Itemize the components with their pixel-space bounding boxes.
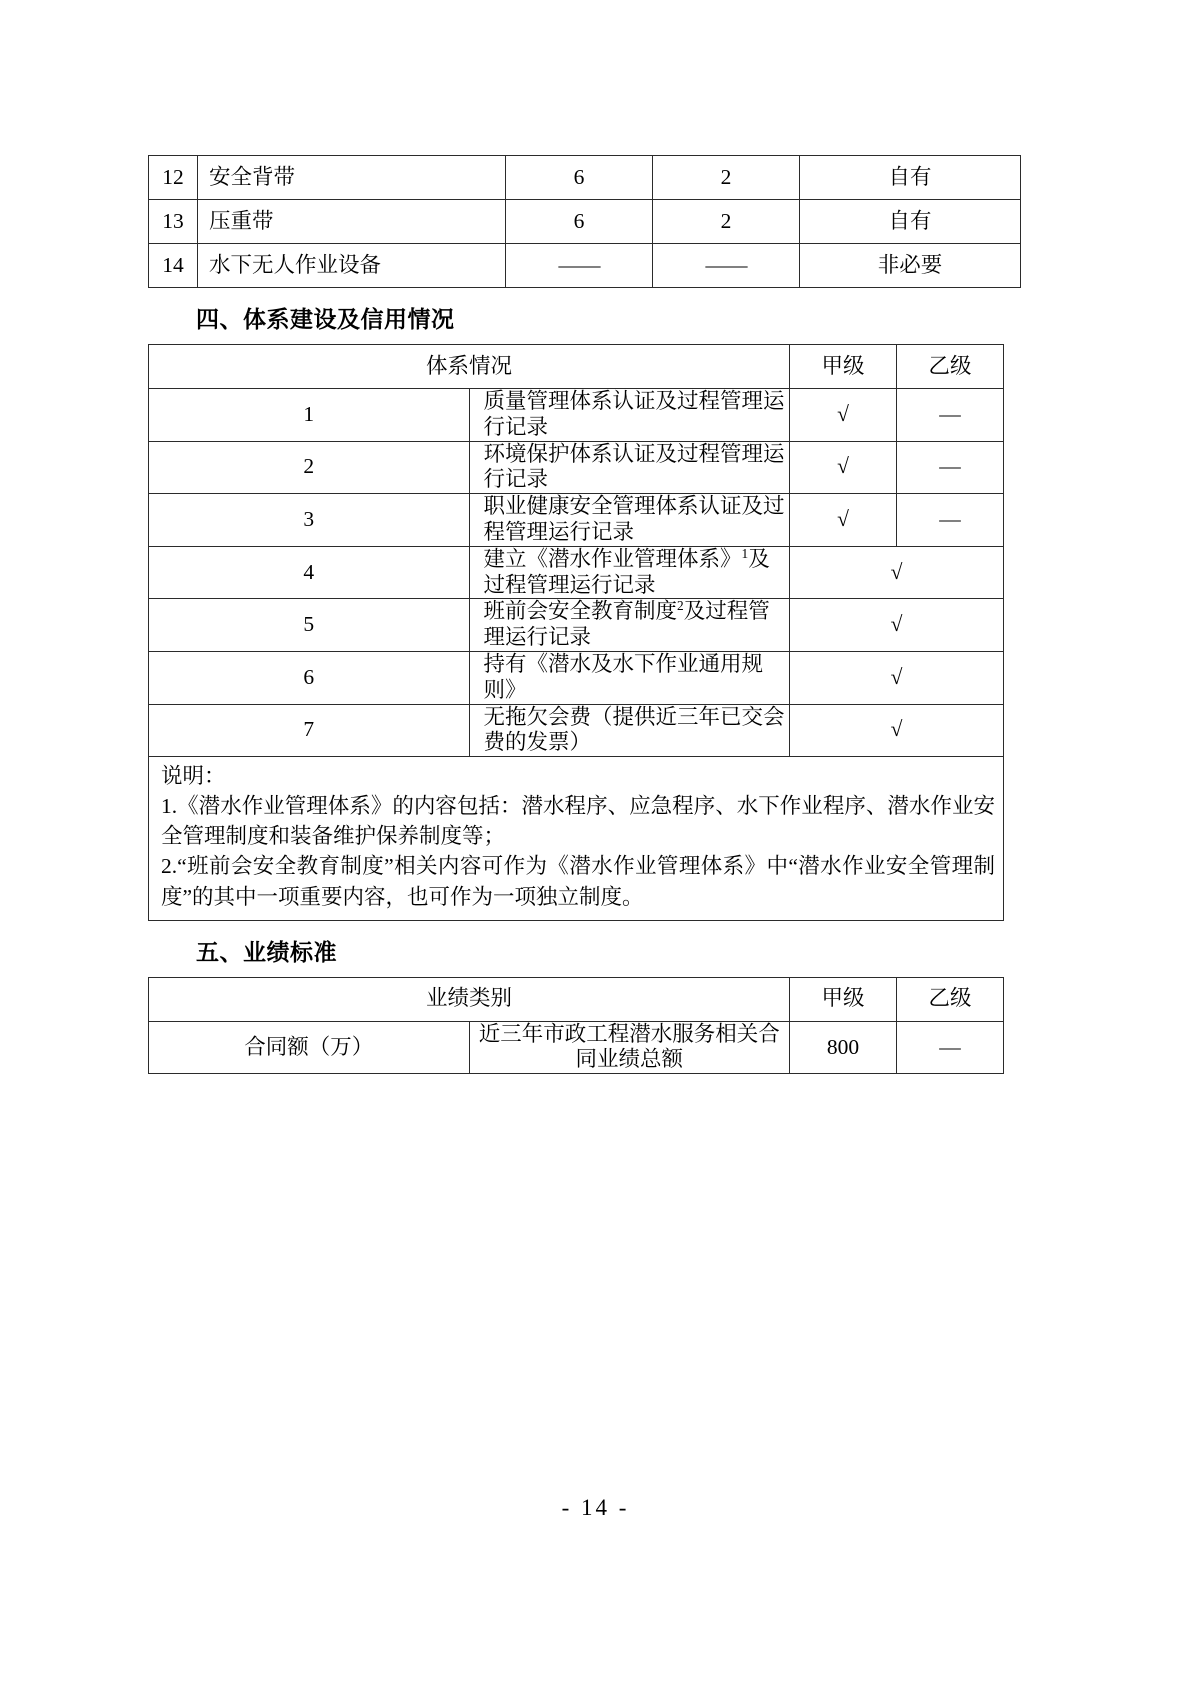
performance-level-b-value: — <box>897 1021 1004 1074</box>
system-item <box>469 546 790 599</box>
equipment-qty-a: 6 <box>506 200 653 244</box>
equipment-ownership: 自有 <box>800 200 1021 244</box>
equipment-qty-b: 2 <box>653 200 800 244</box>
system-header-title: 体系情况 <box>149 345 790 389</box>
equipment-index: 14 <box>149 244 198 288</box>
system-item: 职业健康安全管理体系认证及过程管理运行记录 <box>469 494 790 547</box>
notes-cell <box>149 757 1004 920</box>
system-item-text: 建立《潜水作业管理体系》 <box>483 546 742 571</box>
system-item-text: 班前会安全教育制度 <box>483 599 678 624</box>
equipment-qty-b: 2 <box>653 156 800 200</box>
table-row <box>149 494 1004 547</box>
table-row <box>149 651 1004 704</box>
notes-line-2: 2.“班前会安全教育制度”相关内容可作为《潜水作业管理体系》中“潜水作业安全管理制度”的其中一项重要内容，也可作为一项独立制度。 <box>161 854 995 909</box>
system-merged-mark: √ <box>790 704 1004 757</box>
page-content <box>148 155 1004 1074</box>
system-index: 3 <box>149 494 470 547</box>
equipment-qty-a: 6 <box>506 156 653 200</box>
performance-category: 合同额（万） <box>149 1021 470 1074</box>
system-header-level-a: 甲级 <box>790 345 897 389</box>
system-index: 2 <box>149 441 470 494</box>
system-index: 7 <box>149 704 470 757</box>
performance-table <box>148 977 1004 1075</box>
system-table <box>148 344 1004 921</box>
section-four-heading: 四、体系建设及信用情况 <box>196 306 455 332</box>
system-index: 5 <box>149 599 470 652</box>
table-header-row <box>149 977 1004 1021</box>
performance-level-a-value: 800 <box>790 1021 897 1074</box>
system-merged-mark: √ <box>790 546 1004 599</box>
table-row <box>149 1021 1004 1074</box>
performance-header-title: 业绩类别 <box>149 977 790 1021</box>
equipment-name: 安全背带 <box>198 156 506 200</box>
notes-line-1: 1.《潜水作业管理体系》的内容包括：潜水程序、应急程序、水下作业程序、潜水作业安全管理制度和装备维护保养制度等； <box>161 794 995 849</box>
system-item: 无拖欠会费（提供近三年已交会费的发票） <box>469 704 790 757</box>
system-index: 4 <box>149 546 470 599</box>
equipment-name: 水下无人作业设备 <box>198 244 506 288</box>
section-five-heading: 五、业绩标准 <box>196 938 337 965</box>
equipment-index: 13 <box>149 200 198 244</box>
system-item-footnote-ref: 2 <box>677 598 684 614</box>
table-row <box>149 200 1021 244</box>
equipment-index: 12 <box>149 156 198 200</box>
system-index: 1 <box>149 389 470 442</box>
system-item <box>469 599 790 652</box>
notes-block <box>149 757 1003 919</box>
system-level-b-mark: — <box>897 494 1004 547</box>
system-item: 环境保护体系认证及过程管理运行记录 <box>469 441 790 494</box>
table-header-row <box>149 345 1004 389</box>
system-level-b-mark: — <box>897 389 1004 442</box>
equipment-table <box>148 155 1021 288</box>
system-level-a-mark: √ <box>790 441 897 494</box>
table-row <box>149 389 1004 442</box>
page-number: - 14 - <box>561 1495 630 1520</box>
table-row <box>149 546 1004 599</box>
performance-header-level-b: 乙级 <box>897 977 1004 1021</box>
system-level-a-mark: √ <box>790 389 897 442</box>
table-row <box>149 156 1021 200</box>
notes-row <box>149 757 1004 920</box>
system-item: 质量管理体系认证及过程管理运行记录 <box>469 389 790 442</box>
system-level-a-mark: √ <box>790 494 897 547</box>
system-item-text-tail: 及过程管理运行记录 <box>483 599 770 650</box>
equipment-ownership: 自有 <box>800 156 1021 200</box>
equipment-qty-a: —— <box>506 244 653 288</box>
system-item-text-tail: 及过程管理运行记录 <box>483 546 770 597</box>
performance-description: 近三年市政工程潜水服务相关合同业绩总额 <box>469 1021 790 1074</box>
equipment-name: 压重带 <box>198 200 506 244</box>
table-row <box>149 441 1004 494</box>
system-item: 持有《潜水及水下作业通用规则》 <box>469 651 790 704</box>
table-row <box>149 599 1004 652</box>
system-merged-mark: √ <box>790 599 1004 652</box>
system-merged-mark: √ <box>790 651 1004 704</box>
table-row <box>149 704 1004 757</box>
notes-title: 说明： <box>161 764 226 789</box>
equipment-qty-b: —— <box>653 244 800 288</box>
performance-header-level-a: 甲级 <box>790 977 897 1021</box>
system-item-footnote-ref: 1 <box>741 545 749 561</box>
system-index: 6 <box>149 651 470 704</box>
system-level-b-mark: — <box>897 441 1004 494</box>
table-row <box>149 244 1021 288</box>
equipment-ownership: 非必要 <box>800 244 1021 288</box>
system-header-level-b: 乙级 <box>897 345 1004 389</box>
